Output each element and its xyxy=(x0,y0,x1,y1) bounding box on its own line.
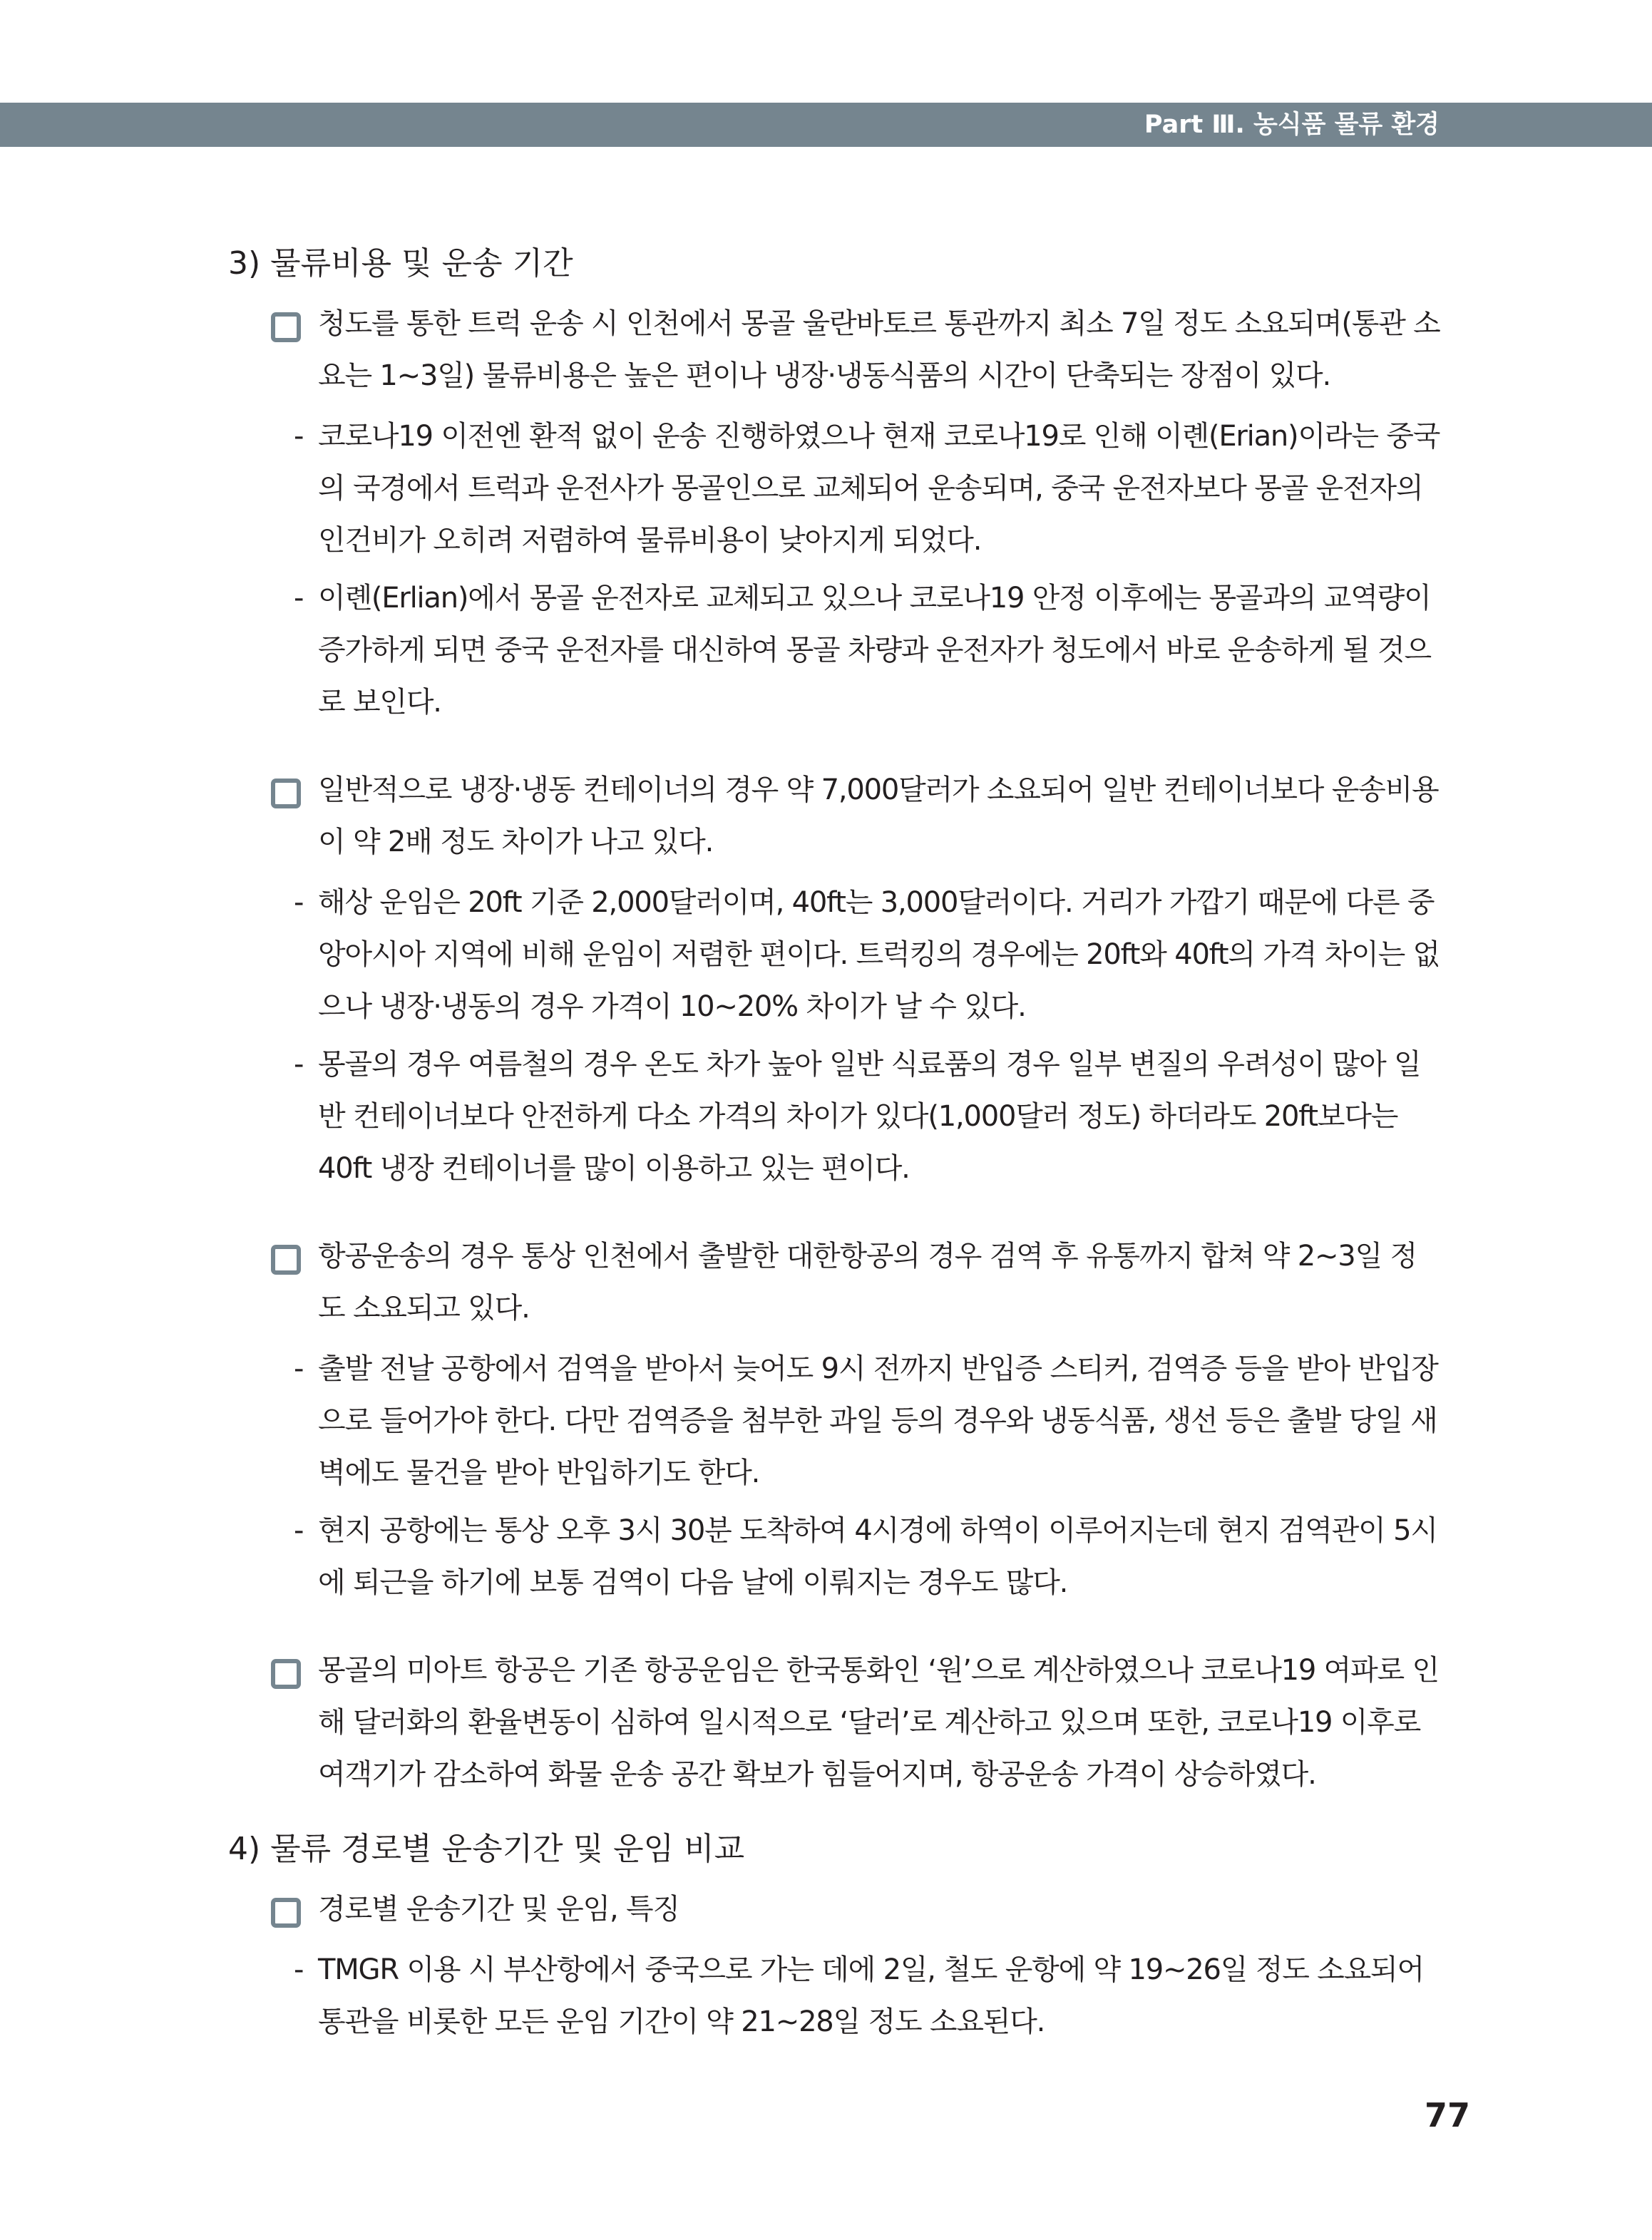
bullet-item xyxy=(228,1231,1440,1609)
checkbox-icon xyxy=(271,1659,301,1689)
sub-item-text: 이롄(Erlian)에서 몽골 운전자로 교체되고 있으나 코로나19 안정 이후에는 몽골과의 교역량이 증가하게 되면 중국 운전자를 대신하여 몽골 차량과 운전자가 청도에서 바로 운송하게 될 것으로 보인다. xyxy=(318,582,1431,719)
sub-item xyxy=(294,1343,1440,1499)
checkbox-icon xyxy=(271,1898,301,1928)
sub-item xyxy=(294,1944,1440,2048)
bullet-item xyxy=(228,1645,1440,1801)
sub-list xyxy=(294,1944,1440,2048)
header-bar xyxy=(0,103,1652,147)
sub-item-text: 코로나19 이전엔 환적 없이 운송 진행하였으나 현재 코로나19로 인해 이롄(Erian)이라는 중국의 국경에서 트럭과 운전사가 몽골인으로 교체되어 운송되며, 중국 운전자보다 몽골 운전자의 인건비가 오히려 저렴하여 물류비용이 낮아지게 되었다. xyxy=(318,420,1440,557)
bullet-text: 청도를 통한 트럭 운송 시 인천에서 몽골 울란바토르 통관까지 최소 7일 정도 소요되며(통관 소요는 1~3일) 물류비용은 높은 편이나 냉장·냉동식품의 시간이 단축되는 장점이 있다. xyxy=(318,307,1440,392)
sub-item-text: 현지 공항에는 통상 오후 3시 30분 도착하여 4시경에 하역이 이루어지는데 현지 검역관이 5시에 퇴근을 하기에 보통 검역이 다음 날에 이뤄지는 경우도 많다. xyxy=(318,1514,1437,1599)
sub-item xyxy=(294,877,1440,1033)
page-number: 77 xyxy=(1425,2096,1471,2134)
bullet-item xyxy=(228,764,1440,1195)
sub-list xyxy=(294,877,1440,1195)
sub-item-text: TMGR 이용 시 부산항에서 중국으로 가는 데에 2일, 철도 운항에 약 19~26일 정도 소요되어 통관을 비롯한 모든 운임 기간이 약 21~28일 정도 소요된다. xyxy=(318,1953,1424,2038)
checkbox-icon xyxy=(271,312,301,342)
section-title: 4) 물류 경로별 운송기간 및 운임 비교 xyxy=(228,1831,745,1867)
dash-icon: - xyxy=(294,886,304,919)
checkbox-icon xyxy=(271,779,301,808)
checkbox-icon xyxy=(271,1245,301,1275)
bullet-item xyxy=(228,298,1440,729)
bullet-text: 몽골의 미아트 항공은 기존 항공운임은 한국통화인 ‘원’으로 계산하였으나 코로나19 여파로 인해 달러화의 환율변동이 심하여 일시적으로 ‘달러’로 계산하고 있으며 또한, 코로나19 이후로 여객기가 감소하여 화물 운송 공간 확보가 힘들어지며, 항공운송 가격이 상승하였다. xyxy=(318,1654,1439,1791)
bullet-text: 일반적으로 냉장·냉동 컨테이너의 경우 약 7,000달러가 소요되어 일반 컨테이너보다 운송비용이 약 2배 정도 차이가 나고 있다. xyxy=(318,774,1439,858)
sub-item xyxy=(294,1505,1440,1609)
sub-list xyxy=(294,411,1440,729)
sub-item xyxy=(294,411,1440,567)
sub-item-text: 몽골의 경우 여름철의 경우 온도 차가 높아 일반 식료품의 경우 일부 변질의 우려성이 많아 일반 컨테이너보다 안전하게 다소 가격의 차이가 있다(1,000달러 정도) 하더라도 20ft보다는 40ft 냉장 컨테이너를 많이 이용하고 있는 편이다. xyxy=(318,1048,1421,1185)
dash-icon: - xyxy=(294,582,304,615)
page-content xyxy=(228,242,1440,2054)
bullet-text: 경로별 운송기간 및 운임, 특징 xyxy=(318,1893,679,1926)
dash-icon: - xyxy=(294,420,304,453)
bullet-item xyxy=(228,1884,1440,2048)
sub-item-text: 출발 전날 공항에서 검역을 받아서 늦어도 9시 전까지 반입증 스티커, 검역증 등을 받아 반입장으로 들어가야 한다. 다만 검역증을 첨부한 과일 등의 경우와 냉동식품, 생선 등은 출발 당일 새벽에도 물건을 받아 반입하기도 한다. xyxy=(318,1352,1438,1489)
dash-icon: - xyxy=(294,1352,304,1385)
sub-item-text: 해상 운임은 20ft 기준 2,000달러이며, 40ft는 3,000달러이다. 거리가 가깝기 때문에 다른 중앙아시아 지역에 비해 운임이 저렴한 편이다. 트럭킹의 경우에는 20ft와 40ft의 가격 차이는 없으나 냉장·냉동의 경우 가격이 10~20% 차이가 날 수 있다. xyxy=(318,886,1440,1023)
sub-item xyxy=(294,572,1440,729)
dash-icon: - xyxy=(294,1048,304,1081)
header-title: Part Ⅲ. 농식품 물류 환경 xyxy=(1144,111,1440,139)
sub-list xyxy=(294,1343,1440,1609)
sub-item xyxy=(294,1039,1440,1195)
dash-icon: - xyxy=(294,1953,304,1986)
dash-icon: - xyxy=(294,1514,304,1547)
bullet-text: 항공운송의 경우 통상 인천에서 출발한 대한항공의 경우 검역 후 유통까지 합쳐 약 2~3일 정도 소요되고 있다. xyxy=(318,1240,1417,1325)
section-title: 3) 물류비용 및 운송 기간 xyxy=(228,245,573,282)
